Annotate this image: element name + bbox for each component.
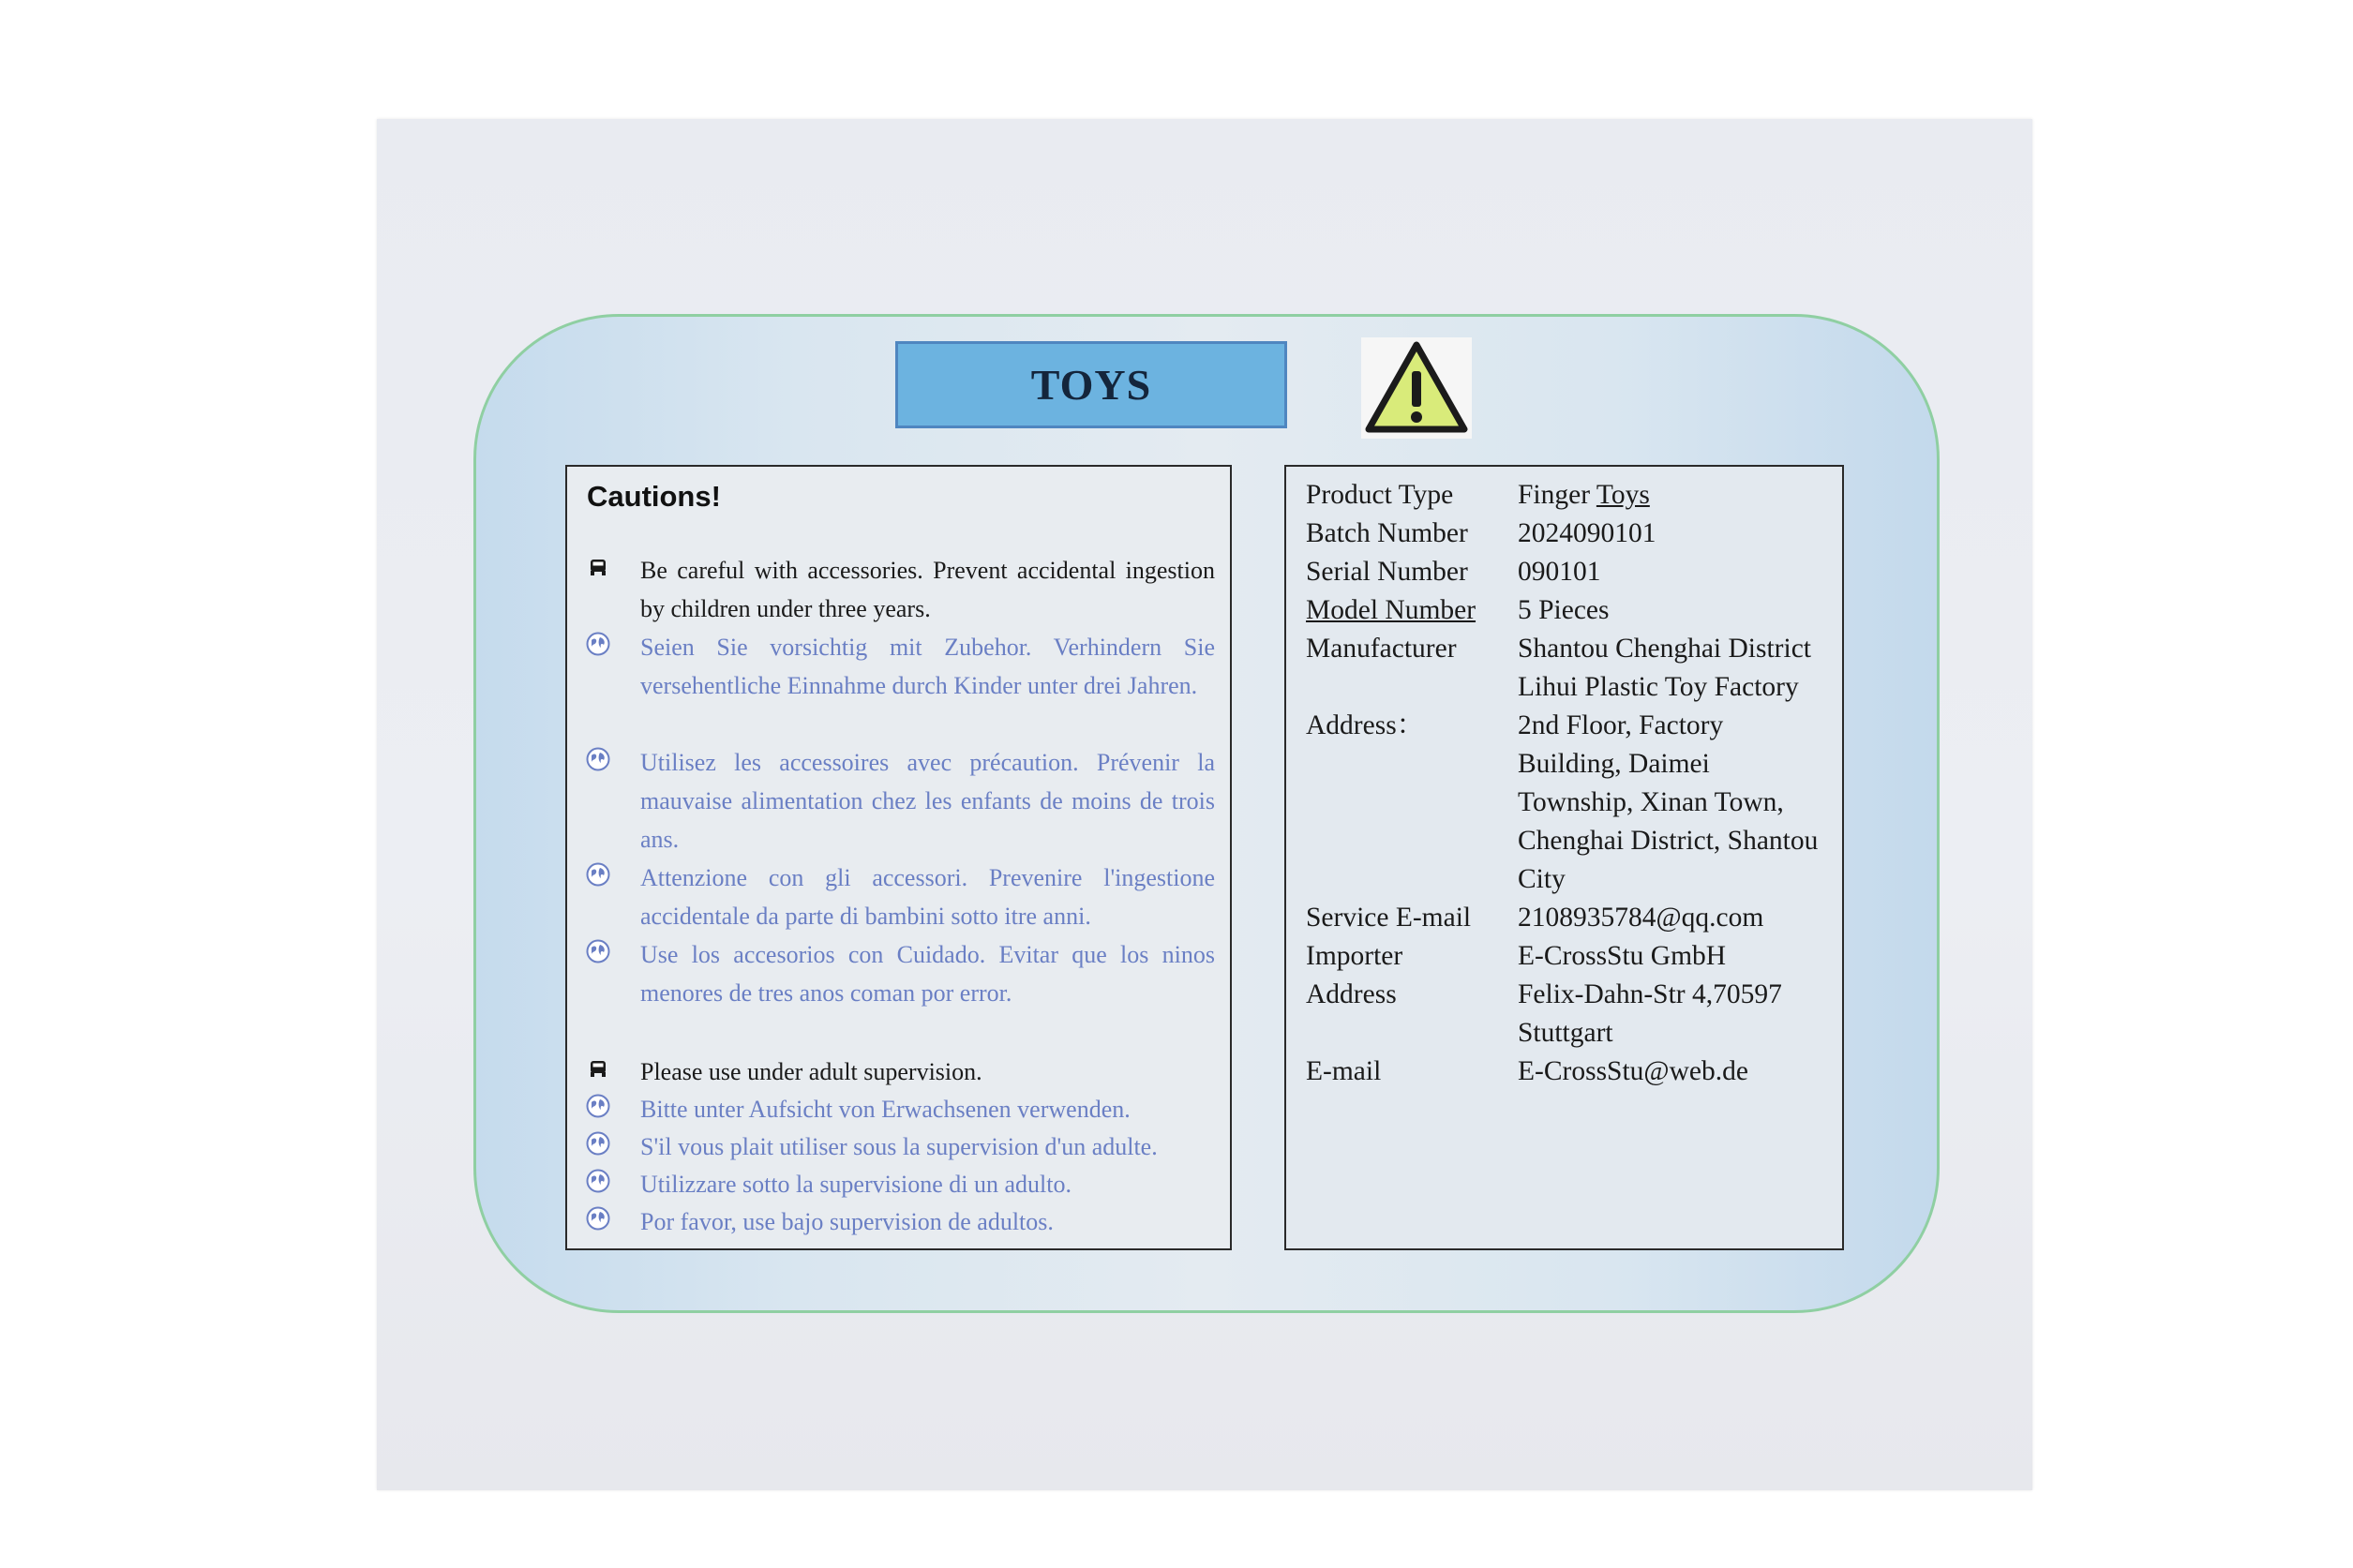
info-row-manufacturer bbox=[1306, 630, 1831, 707]
caution-text-en: Please use under adult supervision. bbox=[640, 1058, 982, 1085]
caution-text-fr: S'il vous plait utiliser sous la supervision d'un adulte. bbox=[640, 1133, 1158, 1160]
globe-icon bbox=[586, 747, 610, 771]
caution-text-it: Utilizzare sotto la supervisione di un adulto. bbox=[640, 1171, 1072, 1198]
info-row-batch-number bbox=[1306, 515, 1831, 553]
page-title: TOYS bbox=[895, 341, 1287, 428]
caution-text-es: Por favor, use bajo supervision de adultos. bbox=[640, 1208, 1054, 1235]
info-label: Address： bbox=[1306, 710, 1425, 740]
info-value: 2024090101 bbox=[1518, 518, 1656, 548]
caution-text-en: Be careful with accessories. Prevent accidental ingestion by children under three years. bbox=[640, 557, 1215, 622]
info-label: Product Type bbox=[1306, 480, 1454, 510]
info-label: Batch Number bbox=[1306, 518, 1468, 548]
globe-icon bbox=[586, 862, 610, 887]
globe-icon bbox=[586, 632, 610, 656]
warning-triangle-icon bbox=[1361, 337, 1472, 439]
info-row-model-number bbox=[1306, 591, 1831, 630]
globe-icon bbox=[586, 1206, 610, 1231]
caution-text-it: Attenzione con gli accessori. Prevenire l'ingestione accidentale da parte di bambini sotto itre anni. bbox=[640, 864, 1215, 930]
info-label: Service E-mail bbox=[1306, 903, 1472, 933]
toys-link: Toys bbox=[1596, 480, 1650, 510]
info-label: Serial Number bbox=[1306, 557, 1468, 587]
bus-icon bbox=[586, 555, 610, 579]
info-row-importer-address bbox=[1306, 976, 1831, 1053]
info-value: 2108935784@qq.com bbox=[1518, 903, 1764, 933]
product-info-box bbox=[1284, 465, 1844, 1250]
info-label: E-mail bbox=[1306, 1056, 1382, 1086]
info-row-product-type bbox=[1306, 476, 1831, 515]
info-row-address bbox=[1306, 707, 1831, 899]
info-value: E-CrossStu@web.de bbox=[1518, 1056, 1748, 1086]
info-value: 5 Pieces bbox=[1518, 595, 1610, 625]
globe-icon bbox=[586, 1169, 610, 1193]
info-label: Model Number bbox=[1306, 595, 1476, 625]
info-label: Manufacturer bbox=[1306, 634, 1457, 664]
caution-text-de: Seien Sie vorsichtig mit Zubehor. Verhindern Sie versehentliche Einnahme durch Kinder unter drei Jahren. bbox=[640, 634, 1215, 699]
caution-text-fr: Utilisez les accessoires avec précaution. Prévenir la mauvaise alimentation chez les enfants de moins de trois ans. bbox=[640, 749, 1215, 853]
info-label: Address bbox=[1306, 979, 1397, 1009]
globe-icon bbox=[586, 1094, 610, 1118]
info-value: Finger Toys bbox=[1518, 480, 1650, 510]
info-value: 090101 bbox=[1518, 557, 1601, 587]
info-value: 2nd Floor, Factory Building, Daimei Township, Xinan Town, Chenghai District, Shantou City bbox=[1518, 710, 1819, 894]
info-value: Felix-Dahn-Str 4,70597 Stuttgart bbox=[1518, 979, 1782, 1048]
caution-text-de: Bitte unter Aufsicht von Erwachsenen verwenden. bbox=[640, 1096, 1131, 1123]
globe-icon bbox=[586, 1131, 610, 1156]
caution-text-es: Use los accesorios con Cuidado. Evitar que los ninos menores de tres anos coman por error. bbox=[640, 941, 1215, 1007]
cautions-title: Cautions! bbox=[587, 480, 721, 513]
info-label: Importer bbox=[1306, 941, 1403, 971]
info-value: E-CrossStu GmbH bbox=[1518, 941, 1727, 971]
product-info-table bbox=[1306, 476, 1831, 1091]
info-value: Shantou Chenghai District Lihui Plastic Toy Factory bbox=[1518, 634, 1811, 702]
info-row-serial-number bbox=[1306, 553, 1831, 591]
globe-icon bbox=[586, 939, 610, 963]
info-row-email bbox=[1306, 1053, 1831, 1091]
info-row-importer bbox=[1306, 937, 1831, 976]
info-row-service-email bbox=[1306, 899, 1831, 937]
bus-icon bbox=[586, 1056, 610, 1081]
cautions-box bbox=[565, 465, 1232, 1250]
